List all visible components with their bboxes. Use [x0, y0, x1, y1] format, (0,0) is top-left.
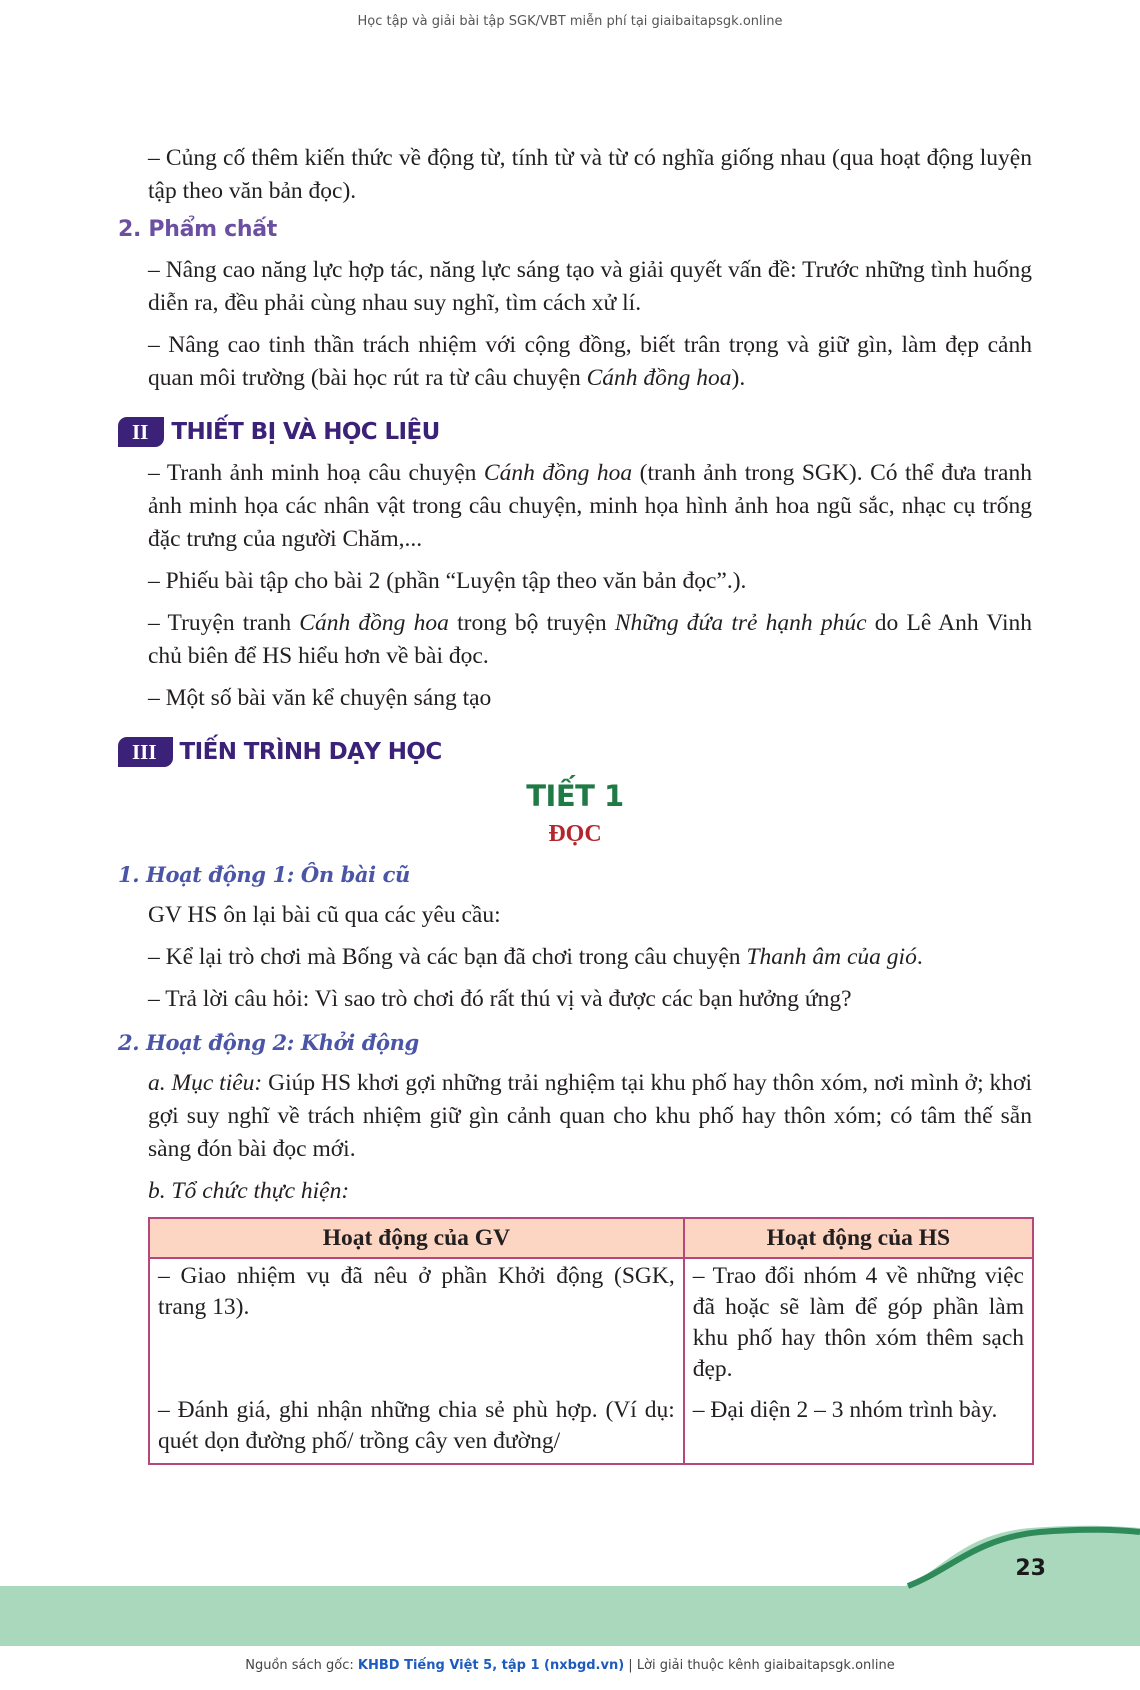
gv-cell: – Đánh giá, ghi nhận những chia sẻ phù hợp. (Ví dụ: quét dọn đường phố/ trồng cây ven đường/	[149, 1393, 684, 1464]
section-2-heading	[118, 417, 1032, 447]
pham-chat-heading: 2. Phẩm chất	[118, 217, 278, 242]
section-3-heading	[118, 737, 1032, 767]
pham-chat-item-1: – Nâng cao năng lực hợp tác, năng lực sáng tạo và giải quyết vấn đề: Trước những tình huống diễn ra, đều phải cùng nhau suy nghĩ, tìm cách xử lí.	[148, 257, 1032, 316]
activity-1-line-2: – Kể lại trò chơi mà Bống và các bạn đã chơi trong câu chuyện Thanh âm của gió.	[148, 944, 923, 970]
activity-1-heading: 1. Hoạt động 1: Ôn bài cũ	[118, 862, 410, 887]
pham-chat-item-2: – Nâng cao tinh thần trách nhiệm với cộng đồng, biết trân trọng và giữ gìn, làm đẹp cảnh quan môi trường (bài học rút ra từ câu chuyện Cánh đồng hoa).	[148, 332, 1032, 391]
table-row	[149, 1258, 1033, 1393]
activity-1-line-3: – Trả lời câu hỏi: Vì sao trò chơi đó rất thú vị và được các bạn hưởng ứng?	[148, 986, 852, 1012]
story-title: Cánh đồng hoa	[586, 365, 732, 391]
activity-2-org: b. Tổ chức thực hiện:	[148, 1178, 350, 1204]
source-book-link[interactable]: KHBD Tiếng Việt 5, tập 1 (nxbgd.vn)	[357, 1658, 625, 1673]
activity-table	[148, 1217, 1034, 1465]
source-footer: Nguồn sách gốc: KHBD Tiếng Việt 5, tập 1 (nxbgd.vn) | Lời giải thuộc kênh giaibaitapsgk.online	[245, 1658, 895, 1673]
gv-cell: – Giao nhiệm vụ đã nêu ở phần Khởi động (SGK, trang 13).	[149, 1258, 684, 1393]
footer-band	[0, 1586, 1140, 1646]
section-number-badge: II	[118, 417, 164, 447]
column-header-gv: Hoạt động của GV	[149, 1218, 684, 1258]
activity-2-goal: a. Mục tiêu: Giúp HS khơi gợi những trải nghiệm tại khu phố hay thôn xóm, nơi mình ở; khơi gợi suy nghĩ về trách nhiệm giữ gìn cảnh quan cho khu phố hay thôn xóm; có tâm thế sẵn sàng đón bài đọc mới.	[148, 1070, 1032, 1162]
lesson-title: TIẾT 1	[526, 779, 624, 813]
activity-2-heading: 2. Hoạt động 2: Khởi động	[118, 1030, 419, 1055]
equipment-item-3: – Truyện tranh Cánh đồng hoa trong bộ truyện Những đứa trẻ hạnh phúc do Lê Anh Vinh chủ biên để HS hiểu hơn về bài đọc.	[148, 610, 1033, 669]
section-title: THIẾT BỊ VÀ HỌC LIỆU	[171, 419, 440, 445]
activity-1-line-1: GV HS ôn lại bài cũ qua các yêu cầu:	[148, 902, 501, 928]
equipment-item-1: – Tranh ảnh minh hoạ câu chuyện Cánh đồng hoa (tranh ảnh trong SGK). Có thể đưa tranh ảnh minh họa các nhân vật trong câu chuyện, minh họa hình ảnh hoa ngũ sắc, nhạc cụ trống đặc trưng của người Chăm,...	[148, 460, 1032, 552]
section-title: TIẾN TRÌNH DẠY HỌC	[179, 739, 442, 765]
page-number: 23	[1015, 1556, 1046, 1581]
lesson-subtitle: ĐỌC	[548, 821, 602, 847]
intro-paragraph: – Củng cố thêm kiến thức về động từ, tính từ và từ có nghĩa giống nhau (qua hoạt động luyện tập theo văn bản đọc).	[148, 145, 1032, 204]
table-header-row	[149, 1218, 1033, 1258]
table-row	[149, 1393, 1033, 1464]
equipment-item-2: – Phiếu bài tập cho bài 2 (phần “Luyện tập theo văn bản đọc”.).	[148, 568, 747, 594]
page-content	[118, 142, 1032, 1465]
hs-cell: – Đại diện 2 – 3 nhóm trình bày.	[684, 1393, 1033, 1464]
section-number-badge: III	[118, 737, 173, 767]
hs-cell: – Trao đổi nhóm 4 về những việc đã hoặc sẽ làm để góp phần làm khu phố hay thôn xóm thêm sạch đẹp.	[684, 1258, 1033, 1393]
goal-label: a. Mục tiêu:	[148, 1070, 263, 1096]
equipment-item-4: – Một số bài văn kể chuyện sáng tạo	[148, 685, 492, 711]
column-header-hs: Hoạt động của HS	[684, 1218, 1033, 1258]
site-header: Học tập và giải bài tập SGK/VBT miễn phí tại giaibaitapsgk.online	[357, 14, 783, 29]
